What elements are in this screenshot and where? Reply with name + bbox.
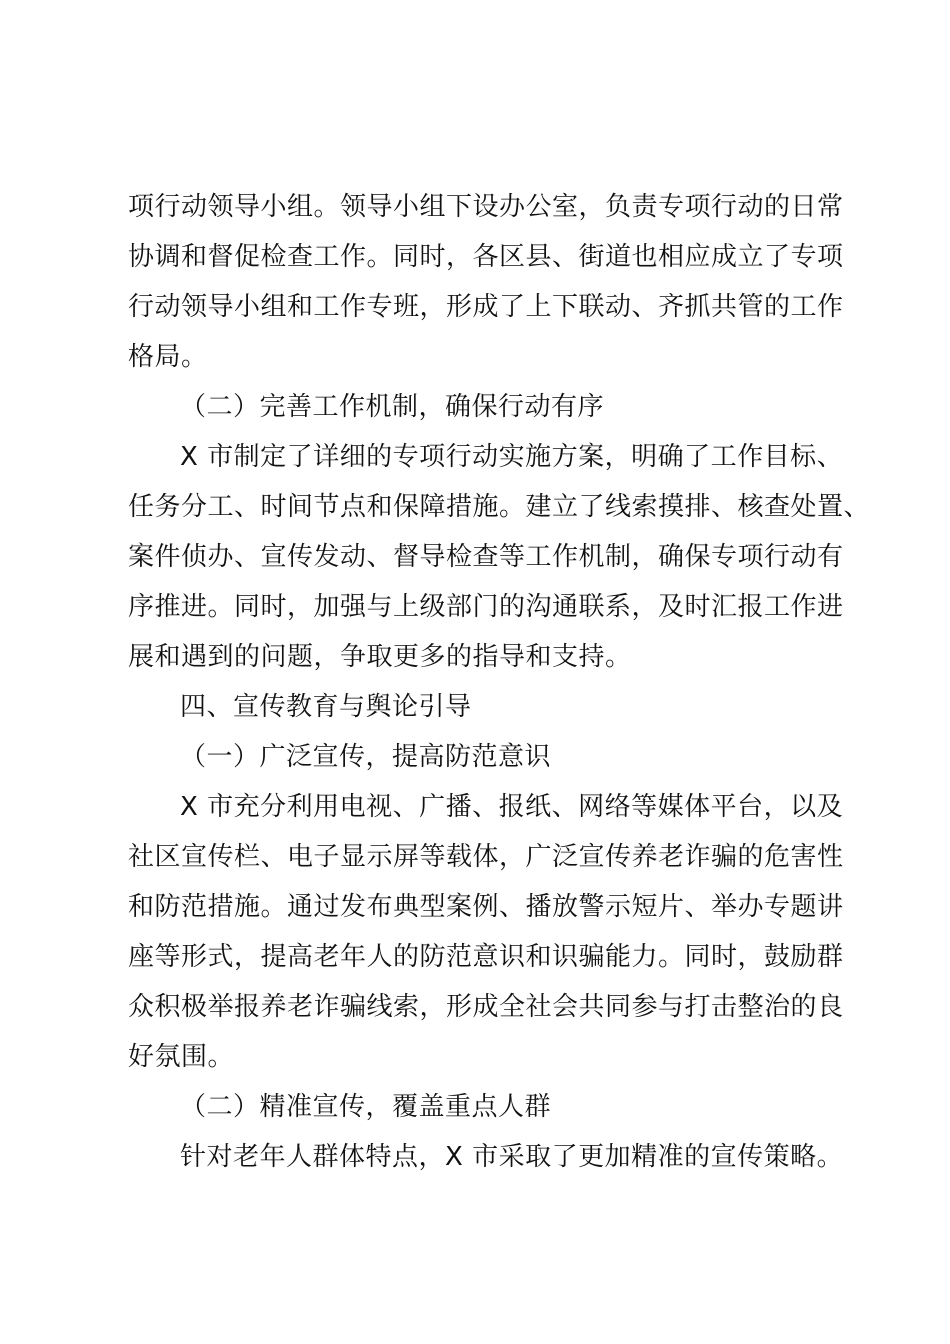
subheading — [128, 732, 848, 782]
text-line: 针对老年人群体特点，X 市采取了更加精准的宣传策略。 — [180, 1142, 844, 1172]
text-line: 项行动领导小组。领导小组下设办公室，负责专项行动的日常 — [128, 192, 844, 222]
text-line: 序推进。同时，加强与上级部门的沟通联系，及时汇报工作进 — [128, 592, 844, 622]
text-line: 格局。 — [128, 342, 208, 372]
text-line: 案件侦办、宣传发动、督导检查等工作机制，确保专项行动有 — [128, 542, 844, 572]
text-line: 社区宣传栏、电子显示屏等载体，广泛宣传养老诈骗的危害性 — [128, 842, 844, 872]
paragraph — [128, 1132, 848, 1182]
text-line: 四、宣传教育与舆论引导 — [180, 692, 472, 722]
section-heading — [128, 682, 848, 732]
text-line: 好氛围。 — [128, 1042, 235, 1072]
text-line: 和防范措施。通过发布典型案例、播放警示短片、举办专题讲 — [128, 892, 844, 922]
document-body — [128, 182, 871, 1182]
text-line: （一）广泛宣传，提高防范意识 — [180, 742, 552, 772]
paragraph — [128, 182, 848, 382]
text-line: 协调和督促检查工作。同时，各区县、街道也相应成立了专项 — [128, 242, 844, 272]
text-line: （二）精准宣传，覆盖重点人群 — [180, 1092, 552, 1122]
subheading — [128, 1082, 848, 1132]
subheading — [128, 382, 848, 432]
text-line: X 市制定了详细的专项行动实施方案，明确了工作目标、 — [180, 442, 844, 472]
text-line: 众积极举报养老诈骗线索，形成全社会共同参与打击整治的良 — [128, 992, 844, 1022]
text-line: （二）完善工作机制，确保行动有序 — [180, 392, 605, 422]
paragraph — [128, 782, 848, 1082]
text-line: 座等形式，提高老年人的防范意识和识骗能力。同时，鼓励群 — [128, 942, 844, 972]
text-line: 行动领导小组和工作专班，形成了上下联动、齐抓共管的工作 — [128, 292, 844, 322]
text-line: 展和遇到的问题，争取更多的指导和支持。 — [128, 642, 632, 672]
paragraph — [128, 432, 871, 682]
text-line: 任务分工、时间节点和保障措施。建立了线索摸排、核查处置、 — [128, 492, 871, 522]
text-line: X 市充分利用电视、广播、报纸、网络等媒体平台，以及 — [180, 792, 844, 822]
